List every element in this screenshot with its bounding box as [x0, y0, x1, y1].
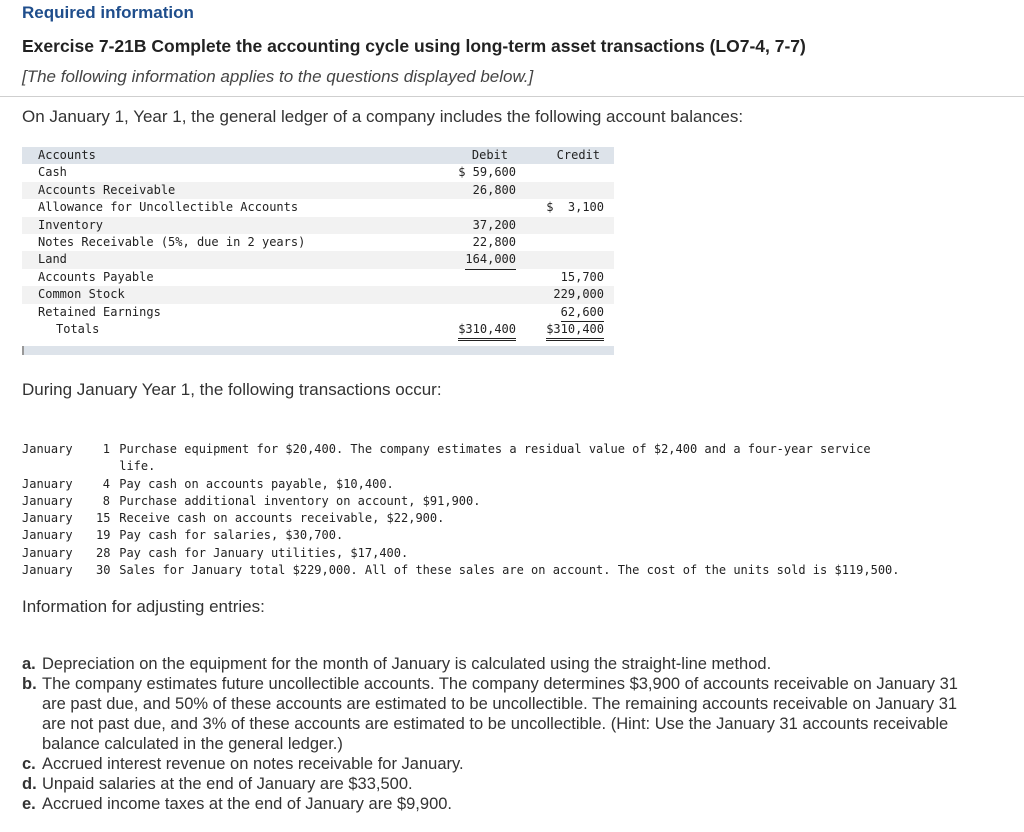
ledger-credit: $ 3,100 — [546, 200, 604, 215]
ledger-row — [22, 304, 614, 321]
adjusting-intro: Information for adjusting entries: — [22, 597, 265, 616]
ledger-row — [22, 269, 614, 286]
transaction-description: Receive cash on accounts receivable, $22,900. — [119, 511, 445, 526]
ledger-row — [22, 286, 614, 303]
ledger-credit: 15,700 — [560, 269, 604, 284]
ledger-account: Allowance for Uncollectible Accounts — [38, 200, 299, 215]
ledger-row — [22, 164, 614, 181]
adjusting-label: a. — [22, 655, 36, 673]
transaction-month: January — [22, 528, 73, 543]
transaction-row — [22, 510, 900, 527]
transaction-day: 1 — [102, 442, 110, 456]
header-debit: Debit — [471, 148, 508, 162]
ledger-account: Retained Earnings — [38, 304, 161, 319]
transaction-row — [22, 441, 900, 458]
transactions-intro: During January Year 1, the following transactions occur: — [22, 380, 442, 399]
ledger-row — [22, 251, 614, 268]
header-credit: Credit — [556, 148, 600, 162]
adjusting-text: Accrued interest revenue on notes receivable for January. — [42, 755, 464, 773]
ledger-totals-row — [22, 321, 614, 338]
transaction-description: life. — [119, 459, 156, 474]
transaction-row — [22, 527, 900, 544]
totals-debit: $310,400 — [458, 321, 516, 341]
ledger-row — [22, 182, 614, 199]
transaction-month: January — [22, 476, 73, 491]
adjusting-label: b. — [22, 675, 37, 693]
adjusting-list — [22, 654, 962, 814]
transaction-day: 30 — [96, 563, 111, 578]
header-accounts: Accounts — [38, 148, 96, 162]
transaction-row — [22, 562, 900, 579]
adjusting-label: d. — [22, 775, 37, 793]
transaction-row — [22, 476, 900, 493]
transaction-description: Purchase additional inventory on account, $91,900. — [119, 493, 481, 508]
adjusting-text: Accrued income taxes at the end of January are $9,900. — [42, 795, 453, 813]
divider — [0, 96, 1024, 97]
ledger-account: Inventory — [38, 217, 104, 232]
table-scroll-bar — [22, 346, 614, 355]
transaction-description: Pay cash on accounts payable, $10,400. — [119, 476, 394, 491]
ledger-row — [22, 234, 614, 251]
ledger-row — [22, 199, 614, 216]
transaction-month: January — [22, 442, 73, 456]
transaction-description: Purchase equipment for $20,400. The company estimates a residual value of $2,400 and a four-year service — [119, 442, 871, 456]
ledger-account: Accounts Payable — [38, 269, 154, 284]
ledger-debit: 26,800 — [472, 182, 516, 197]
ledger-debit: 164,000 — [465, 251, 516, 269]
adjusting-item — [22, 754, 962, 774]
transaction-description: Pay cash for salaries, $30,700. — [119, 528, 344, 543]
info-note: [The following information applies to the questions displayed below.] — [22, 67, 534, 86]
transaction-row — [22, 493, 900, 510]
adjusting-label: c. — [22, 755, 36, 773]
adjusting-text: The company estimates future uncollectible accounts. The company determines $3,900 of accounts receivable on January 31 are past due, and 50% of these accounts are estimated to be uncollectible. The remaining accounts receivable on January 31 are not past due, and 3% of these accounts are estimated to be uncollectible. (Hint: Use the January 31 accounts receivable balance calculated in the general ledger.) — [42, 675, 958, 753]
transaction-day: 4 — [102, 476, 110, 491]
transaction-row — [22, 545, 900, 562]
ledger-intro: On January 1, Year 1, the general ledger of a company includes the following account balances: — [22, 107, 744, 126]
transaction-month: January — [22, 545, 73, 560]
transaction-day: 8 — [102, 493, 110, 508]
transaction-day: 15 — [96, 511, 111, 526]
adjusting-label: e. — [22, 795, 36, 813]
ledger-account: Cash — [38, 165, 67, 180]
transaction-description: Pay cash for January utilities, $17,400. — [119, 545, 409, 560]
transaction-month: January — [22, 511, 73, 526]
ledger-debit: 22,800 — [472, 234, 516, 249]
transaction-month: January — [22, 493, 73, 508]
adjusting-item — [22, 654, 962, 674]
adjusting-item — [22, 774, 962, 794]
ledger-account: Notes Receivable (5%, due in 2 years) — [38, 234, 306, 249]
adjusting-item — [22, 674, 962, 754]
ledger-debit: 37,200 — [472, 217, 516, 232]
transaction-row — [22, 458, 900, 475]
ledger-account: Land — [38, 252, 67, 267]
adjusting-item — [22, 794, 962, 814]
transaction-day: 19 — [96, 528, 111, 543]
ledger-account: Common Stock — [38, 287, 125, 302]
ledger-table — [22, 147, 614, 338]
adjusting-text: Unpaid salaries at the end of January are $33,500. — [42, 775, 413, 793]
totals-label: Totals — [56, 321, 100, 336]
transaction-month: January — [22, 563, 73, 578]
exercise-title: Exercise 7-21B Complete the accounting cycle using long-term asset transactions (LO7-4, 7-7) — [22, 36, 806, 56]
required-information-label: Required information — [22, 3, 194, 22]
ledger-header-row — [22, 147, 614, 164]
transactions-list — [22, 441, 900, 579]
transaction-description: Sales for January total $229,000. All of these sales are on account. The cost of the units sold is $119,500. — [119, 563, 900, 578]
ledger-row — [22, 217, 614, 234]
ledger-account: Accounts Receivable — [38, 182, 176, 197]
totals-credit: $310,400 — [546, 321, 604, 341]
ledger-credit: 62,600 — [561, 304, 604, 322]
transaction-day: 28 — [96, 545, 111, 560]
adjusting-text: Depreciation on the equipment for the month of January is calculated using the straight-line method. — [42, 655, 772, 673]
ledger-debit: $ 59,600 — [458, 165, 516, 180]
ledger-credit: 229,000 — [553, 287, 604, 302]
